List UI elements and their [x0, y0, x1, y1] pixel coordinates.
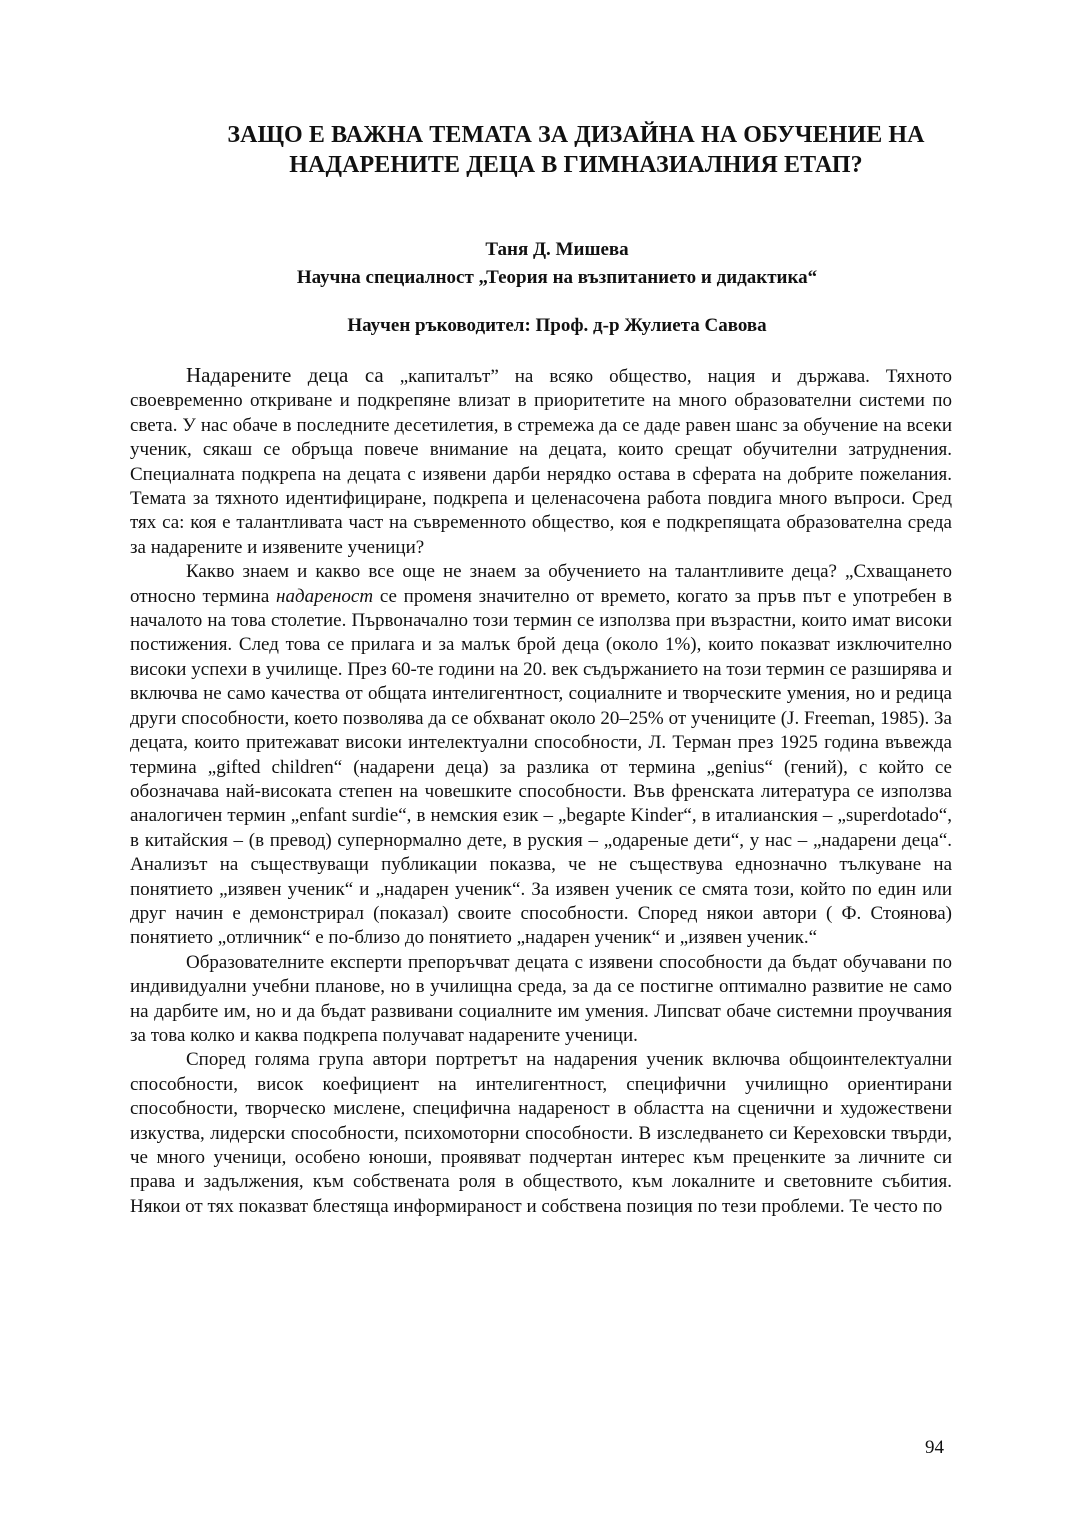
paragraph-2-part-a: Какво знаем и какво все още не знаем за обучението на талантливите деца? „Схващането относно термина — [130, 561, 952, 607]
title-line-1: ЗАЩО Е ВАЖНА ТЕМАТА ЗА ДИЗАЙНА НА ОБУЧЕНИЕ НА — [227, 122, 925, 148]
author-specialty: Научна специалност „Теория на възпитанието и дидактика“ — [296, 267, 818, 288]
paragraph-1 — [130, 363, 952, 560]
author-block — [130, 236, 952, 292]
page-number: 94 — [925, 1437, 944, 1458]
body-text — [130, 363, 952, 1219]
paragraph-2 — [130, 560, 952, 951]
author-name: Таня Д. Мишева — [485, 239, 629, 260]
paragraph-1-lead: Надарените деца са — [186, 363, 384, 387]
page-content — [130, 120, 952, 1219]
supervisor-line: Научен ръководител: Проф. д-р Жулиета Савова — [347, 315, 767, 336]
paragraph-4: Според голяма група автори портретът на надарения ученик включва общоинтелектуални способности, висок коефициент на интелигентност, специфични училищно ориентирани способности, творческо мислене, специфична надареност в областта на сценични и художествени изкуства, лидерски способности, психомоторни способности. В изследването си Кереховски твърди, че много ученици, особено юноши, проявяват подчертан интерес към преценките за личните си права и задължения, към собствената роля в обществото, към локалните и световните събития. Някои от тях показват блестяща информираност и собствена позиция по тези проблеми. Те често по — [130, 1049, 952, 1217]
paragraph-1-text: „капиталът” на всяко общество, нация и държава. Тяхното своевременно откриване и подкрепяне влизат в приоритетите на много образователни системи по света. У нас обаче в последните десетилетия, в стремежа да се даде равен шанс за обучение на всеки ученик, сякаш се обръща повече внимание на децата, които срещат обучителни затруднения. Специалната подкрепа на децата с изявени дарби нерядко остава в сферата на добрите пожелания. Темата за тяхното идентифициране, подкрепа и целенасочена работа повдига много въпроси. Сред тях са: коя е талантливата част на съвременното общество, коя е подкрепящата образователна среда за надарените и изявените ученици? — [130, 366, 952, 558]
paragraph-2-italic-term: надареност — [276, 585, 374, 607]
paragraph-2-part-b: се променя значително от времето, когато за пръв път е употребен в началото на това столетие. Първоначално този термин се използва при възрастни, които имат високи постижения. След това се прилага и за малък брой деца (около 1%), които показват изключително високи успехи в училище. През 60-те години на 20. век съдържанието на този термин се разширява и включва не само качества от общата интелигентност, социалните и творческите умения, но и редица други способности, което позволява да се обхванат около 20–25% от учениците (J. Freeman, 1985). За децата, които притежават високи интелектуални способности, Л. Терман през 1925 година въвежда термина „gifted children“ (надарени деца) за разлика от термина „genius“ (гений), с който се обозначава най-високата степен на човешките способности. Във френската литература се използва аналогичен термин „enfant surdie“, в немския език – „begapte Kinder“, в италианския – „superdotado“, в китайския – (в превод) супернормално дете, в руския – „одареные дети“, у нас – „надарени деца“. Анализът на съществуващи публикации показва, че не съществува еднозначно тълкуване на понятието „изявен ученик“ и „надарен ученик“. За изявен ученик се смята този, който по един или друг начин е демонстрирал (показал) своите способности. Според някои автори ( Ф. Стоянова) понятието „отличник“ е по-близо до понятието „надарен ученик“ и „изявен ученик.“ — [130, 585, 953, 949]
paragraph-3: Образователните експерти препоръчват децата с изявени способности да бъдат обучавани по индивидуални учебни планове, но в училищна среда, за да се постигне оптимално развитие не само на дарбите им, но и да бъдат развивани социалните им умения. Липсват обаче системни проучвания за това колко и каква подкрепа получават надарените ученици. — [130, 951, 952, 1046]
title-line-2: НАДАРЕНИТЕ ДЕЦА В ГИМНАЗИАЛНИЯ ЕТАП? — [289, 152, 863, 178]
paper-title — [130, 120, 952, 180]
